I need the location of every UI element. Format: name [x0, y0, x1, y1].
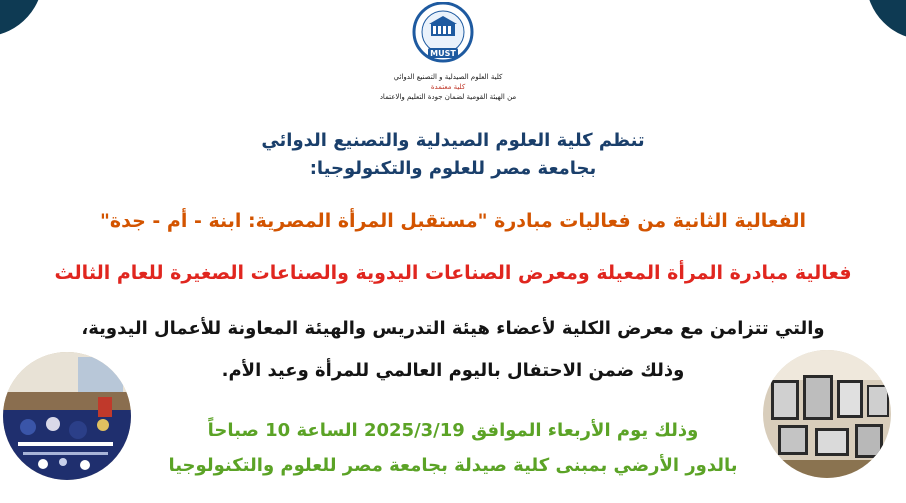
event-title: فعالية مبادرة المرأة المعيلة ومعرض الصناعات اليدوية والصناعات الصغيرة للعام الثالث — [54, 262, 852, 284]
logo-subtitle-faculty: كلية العلوم الصيدلية و التصنيع الدوائي — [393, 73, 503, 81]
date-line: وذلك يوم الأربعاء الموافق 2025/3/19 الساعة 10 صباحاً — [207, 420, 699, 441]
description-line-2: وذلك ضمن الاحتفال باليوم العالمي للمرأة وعيد الأم. — [221, 360, 685, 381]
exhibition-photo-right — [763, 350, 891, 478]
logo-subtitle-authority: من الهيئة القومية لضمان جودة التعليم والاعتماد — [379, 93, 517, 101]
initiative-line: الفعالية الثانية من فعاليات مبادرة "مستقبل المرأة المصرية: ابنة - أم - جدة" — [100, 210, 806, 232]
location-line: بالدور الأرضي بمبنى كلية صيدلة بجامعة مصر للعلوم والتكنولوجيا — [168, 455, 738, 476]
logo-emblem-text: MUST — [430, 49, 456, 58]
university-logo — [404, 2, 482, 64]
organizer-line-1: تنظم كلية العلوم الصيدلية والتصنيع الدوائي — [261, 130, 645, 151]
logo-subtitle — [360, 72, 536, 102]
logo-subtitle-accredited: كلية معتمدة — [430, 83, 466, 91]
decorative-corner-right — [866, 0, 906, 40]
organizer-line-2: بجامعة مصر للعلوم والتكنولوجيا: — [309, 158, 597, 179]
description-line-1: والتي تتزامن مع معرض الكلية لأعضاء هيئة التدريس والهيئة المعاونة للأعمال اليدوية، — [81, 318, 825, 339]
exhibition-photo-left — [3, 352, 131, 480]
decorative-corner-left — [0, 0, 45, 44]
